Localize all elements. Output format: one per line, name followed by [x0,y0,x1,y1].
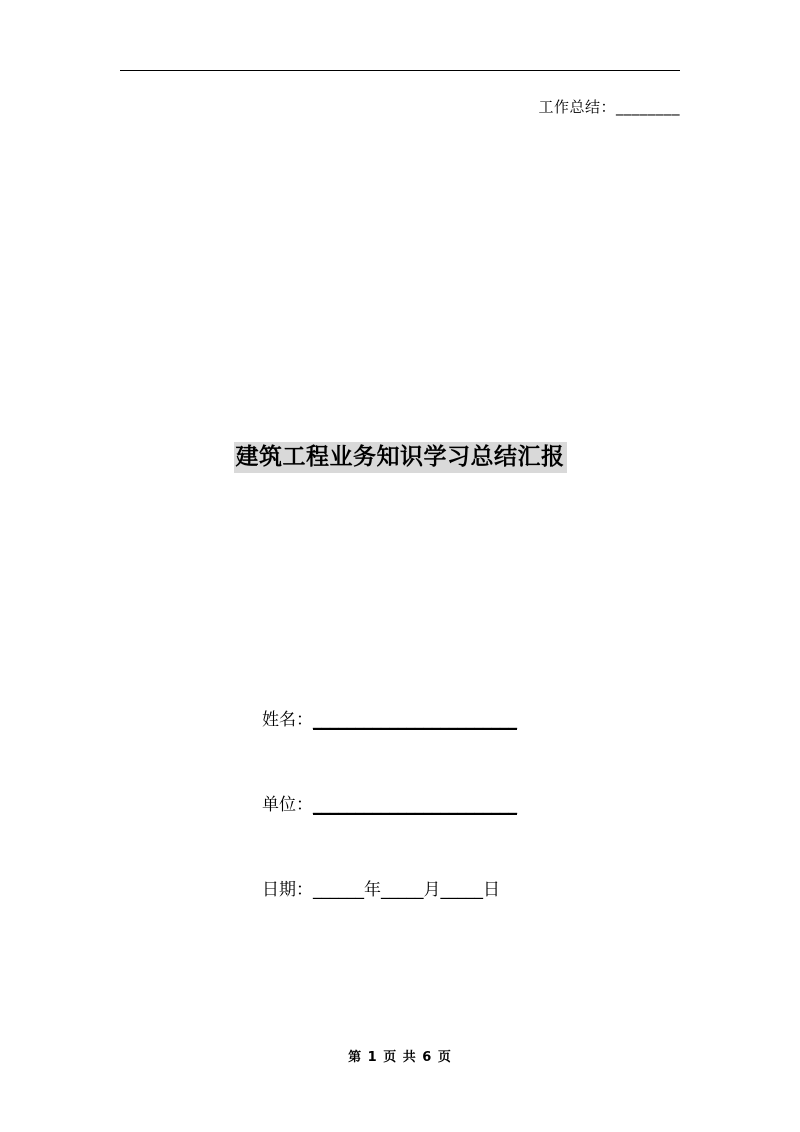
field-row-name [262,712,682,729]
page-title [0,438,800,471]
field-row-date [262,882,682,899]
date-field-label: 日期： [262,880,313,900]
form-fields [262,712,682,899]
date-year-unit: 年 [364,880,381,900]
name-field-label: 姓名： [262,710,313,730]
page-title-text: 建筑工程业务知识学习总结汇报 [234,442,567,473]
unit-field-input[interactable]: ________________________ [313,795,517,815]
date-month-input[interactable]: _____ [381,880,424,900]
field-row-unit [262,797,682,814]
date-day-unit: 日 [483,880,500,900]
name-field-input[interactable]: ________________________ [313,710,517,730]
date-month-unit: 月 [423,880,441,900]
date-year-input[interactable]: ______ [313,880,364,900]
header-summary-label: 工作总结：________ [538,98,680,116]
date-day-input[interactable]: _____ [440,880,483,900]
unit-field-label: 单位： [262,795,313,815]
page-footer: 第 1 页 共 6 页 [348,1050,452,1065]
header-divider [120,70,680,71]
